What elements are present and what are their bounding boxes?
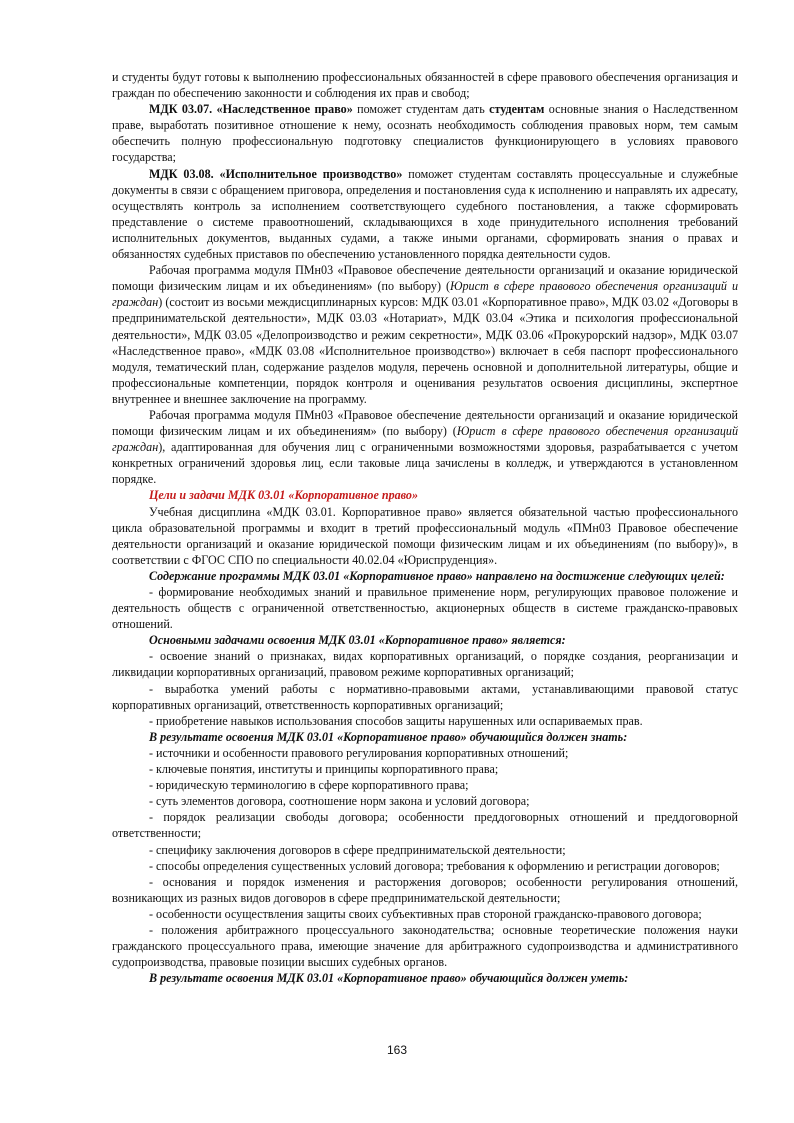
paragraph-discipline: Учебная дисциплина «МДК 03.01. Корпоративное право» является обязательной частью профессионального цикла образовательной программы и входит в третий профессиональный модуль «ПМн03 Правовое обеспечение деятельности организаций и оказание юридической помощи физическим лицам и их объединениям (по выбору)», в соответствии с ФГОС СПО по специальности 40.02.04 «Юриспруденция».: [112, 504, 738, 567]
list-item-task: - освоение знаний о признаках, видах корпоративных организаций, о порядке создания, реорганизации и ликвидации корпоративных организаций, правовом режиме корпоративных организаций;: [112, 649, 738, 680]
list-item-know: - юридическую терминологию в сфере корпоративного права;: [149, 778, 469, 793]
section-heading-goals: Цели и задачи МДК 03.01 «Корпоративное право»: [149, 488, 418, 503]
paragraph-goal-item: - формирование необходимых знаний и правильное применение норм, регулирующих правовое положение и деятельность обществ с ограниченной ответственностью, акционерных обществ в системе гражданско-правовых отношений.: [112, 585, 738, 632]
section-heading-tasks: Основными задачами освоения МДК 03.01 «Корпоративное право» является:: [149, 633, 566, 648]
section-heading-content: Содержание программы МДК 03.01 «Корпоративное право» направлено на достижение следующих целей:: [149, 568, 725, 583]
section-heading-know: В результате освоения МДК 03.01 «Корпоративное право» обучающийся должен знать:: [149, 729, 628, 744]
paragraph-mdk-03-08: МДК 03.08. «Исполнительное производство» поможет студентам составлять процессуальные и служебные документы в связи с обращением приговора, определения и постановления суда к исполнению и направлять их адресату, осуществлять контроль за исполнением соответствующего судебного постановления, а также сформировать представление о системе правоотношений, складывающихся в ходе принудительного исполнения требований исполнительных документов, выданных судами, а также иными органами, сформировать знания о правах и обязанностях судебных приставов по обеспечению установленного порядка деятельности судов.: [112, 166, 739, 262]
list-item-know: - особенности осуществления защиты своих субъективных прав стороной гражданско-правового договора;: [149, 906, 702, 921]
paragraph-mdk-03-07: МДК 03.07. «Наследственное право» поможет студентам дать студентам основные знания о Наследственном праве, выработать позитивное отношение к нему, осознать необходимость соблюдения правовых норм, тем самым обеспечить полную профессиональную подготовку специалистов функционирующего в условиях правового государства;: [112, 102, 738, 165]
paragraph-module-program: Рабочая программа модуля ПМн03 «Правовое обеспечение деятельности организаций и оказание юридической помощи физическим лицам и их объединениям» (по выбору) (Юрист в сфере правового обеспечения организаций и граждан) (состоит из восьми междисциплинарных курсов: МДК 03.01 «Корпоративное право», МДК 03.02 «Договоры в предпринимательской деятельности», МДК 03.03 «Нотариат», МДК 03.04 «Этика и психология профессиональной деятельности», МДК 03.05 «Делопроизводство и режим секретности», МДК 03.06 «Прокурорский надзор», МДК 03.07 «Наследственное право», «МДК 03.08 «Исполнительное производство») включает в себя паспорт профессионального модуля, тематический план, содержание разделов модуля, перечень основной и дополнительной литературы, общие и профессиональные компетенции, порядок контроля и оценивания результатов освоения дисциплины, экспертное внутреннее и внешнее заключение на программу.: [112, 263, 738, 406]
list-item-know: - специфику заключения договоров в сфере предпринимательской деятельности;: [149, 842, 566, 857]
list-item-task: - приобретение навыков использования способов защиты нарушенных или оспариваемых прав.: [149, 713, 643, 728]
list-item-know: - источники и особенности правового регулирования корпоративных отношений;: [149, 745, 569, 760]
paragraph-intro: и студенты будут готовы к выполнению профессиональных обязанностей в сфере правового обеспечения организация и граждан по обеспечению законности и соблюдения их прав и свобод;: [112, 70, 738, 101]
course-code-03-07: МДК 03.07. «Наследственное право»: [149, 102, 353, 117]
section-heading-skills: В результате освоения МДК 03.01 «Корпоративное право» обучающийся должен уметь:: [149, 971, 629, 986]
list-item-know: - суть элементов договора, соотношение норм закона и условий договора;: [149, 794, 530, 809]
list-item-know: - основания и порядок изменения и расторжения договоров; особенности регулирования отношений, возникающих из разных видов договоров в сфере предпринимательской деятельности;: [112, 874, 738, 905]
list-item-task: - выработка умений работы с нормативно-правовыми актами, устанавливающими правовой статус корпоративных организаций, ответственность корпоративных организаций;: [112, 681, 738, 712]
list-item-know: - способы определения существенных условий договора; требования к оформлению и регистрации договоров;: [149, 858, 720, 873]
course-code-03-08: МДК 03.08. «Исполнительное производство»: [149, 166, 403, 181]
paragraph-adapted-program: Рабочая программа модуля ПМн03 «Правовое обеспечение деятельности организаций и оказание юридической помощи физическим лицам и их объединениям» (по выбору) (Юрист в сфере правового обеспечения организаций граждан), адаптированная для обучения лиц с ограниченными возможностями здоровья, разрабатывается с учетом конкретных ограничений здоровья лиц, если таковые лица зачислены в колледж, и утверждаются в установленном порядке.: [112, 407, 739, 487]
list-item-know: - ключевые понятия, институты и принципы корпоративного права;: [149, 762, 499, 777]
document-page: [112, 69, 738, 986]
list-item-know: - порядок реализации свободы договора; особенности преддоговорных отношений и преддоговорной ответственности;: [112, 810, 738, 841]
page-number: 163: [386, 1043, 408, 1057]
list-item-know: - положения арбитражного процессуального законодательства; основные теоретические положения науки гражданского процессуального права, имеющие значение для арбитражного судопроизводства и административного судопроизводства, правовые позиции высших судебных органов.: [112, 922, 738, 970]
